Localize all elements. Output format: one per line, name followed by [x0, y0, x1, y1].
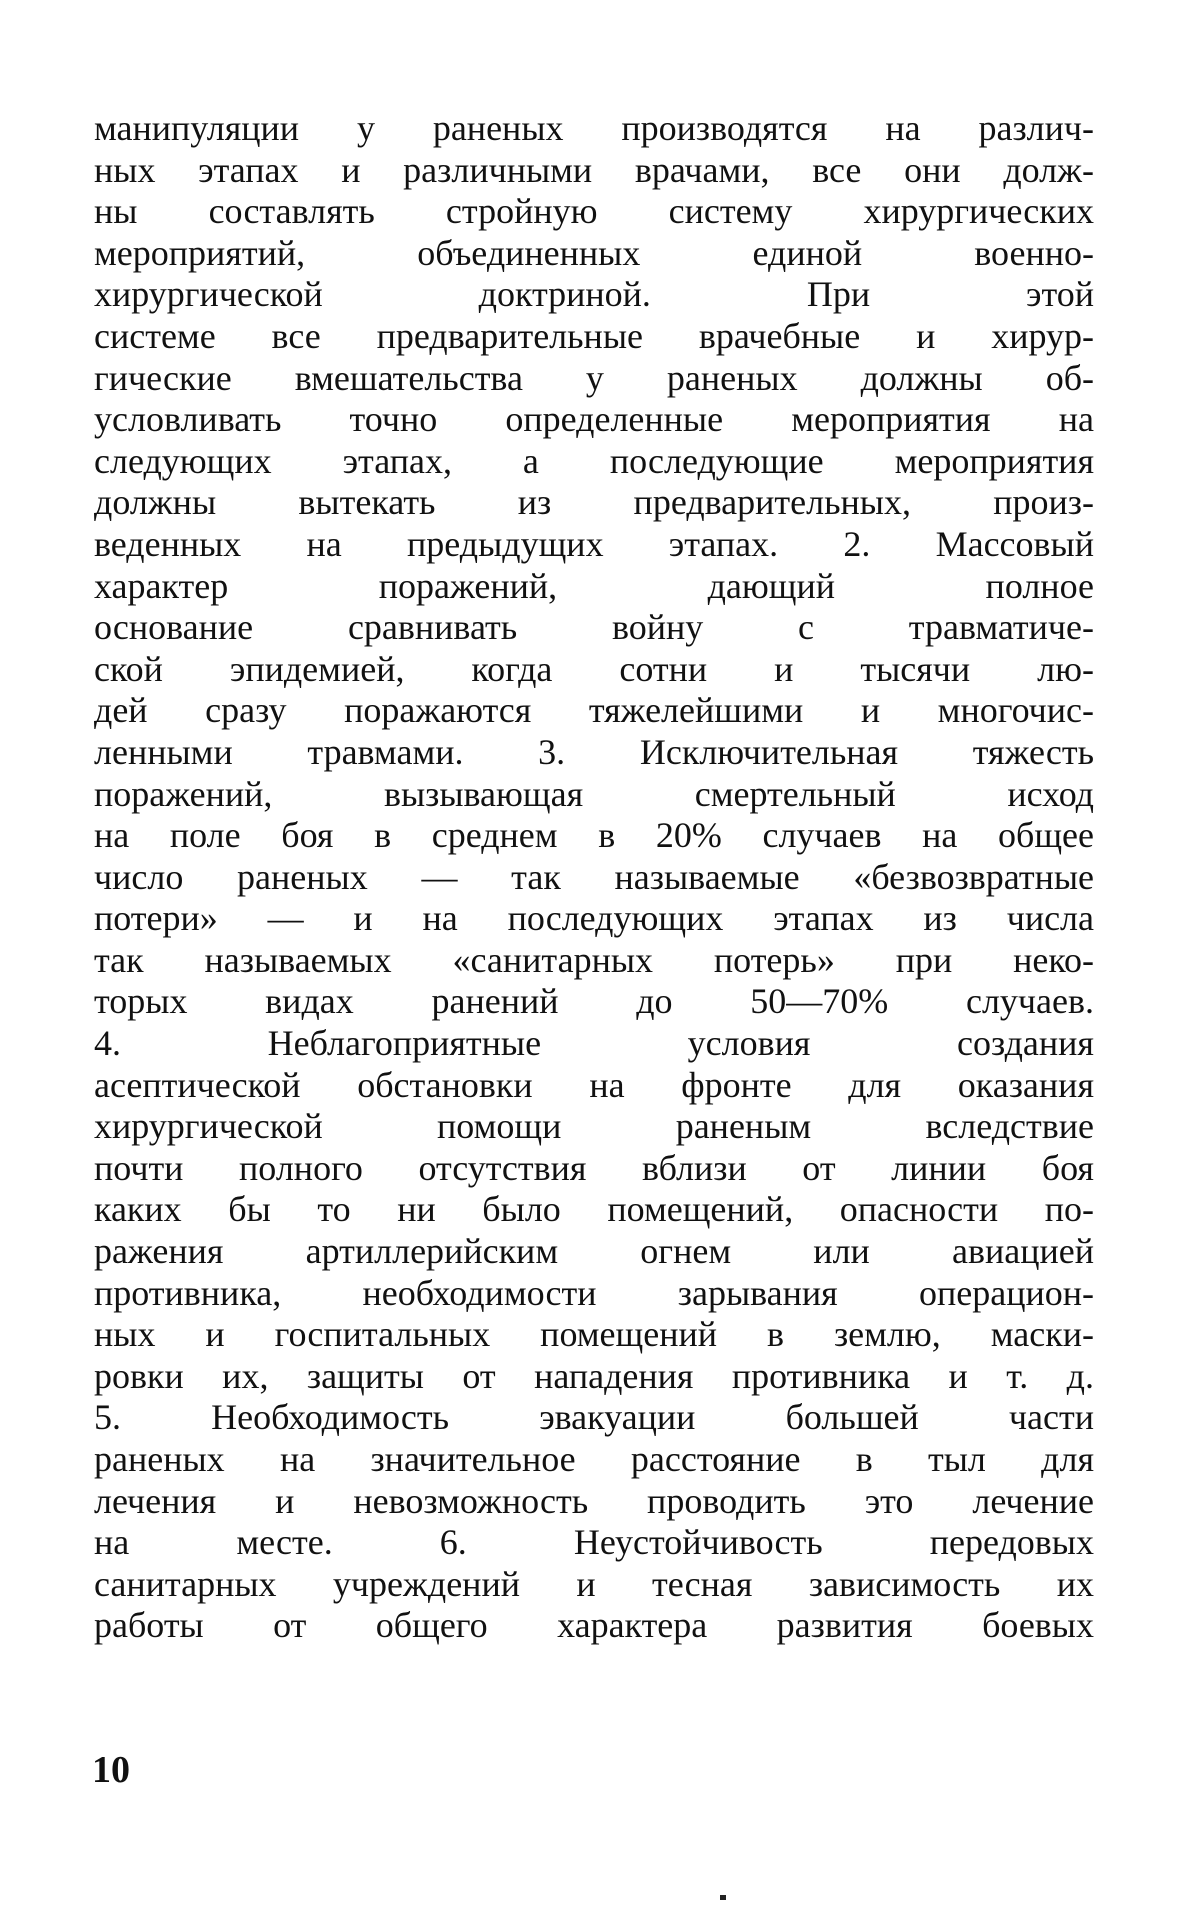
text-line: лечения и невозможность проводить это лечение [94, 1480, 1094, 1521]
text-line: веденных на предыдущих этапах. 2. Массовый [94, 523, 1094, 564]
text-line: каких бы то ни было помещений, опасности по- [94, 1189, 1094, 1230]
text-line: системе все предварительные врачебные и хирур- [94, 315, 1094, 356]
text-line: поражений, вызывающая смертельный исход [94, 773, 1094, 814]
text-line: на поле боя в среднем в 20% случаев на общее [94, 815, 1094, 856]
text-line: ленными травмами. 3. Исключительная тяжесть [94, 731, 1094, 772]
text-line: раненых на значительное расстояние в тыл для [94, 1439, 1094, 1479]
text-line: торых видах ранений до 50—70% случаев. [94, 981, 1094, 1022]
text-line: ны составлять стройную систему хирургических [94, 191, 1094, 232]
text-line: основание сравнивать войну с травматиче- [94, 607, 1094, 648]
text-line: условливать точно определенные мероприятия на [94, 399, 1094, 440]
text-line: санитарных учреждений и тесная зависимость их [94, 1563, 1094, 1604]
body-text [94, 108, 1094, 1647]
text-line: ражения артиллерийским огнем или авиацией [94, 1231, 1094, 1272]
text-line: 5. Необходимость эвакуации большей части [94, 1397, 1094, 1438]
scan-speck [720, 1895, 726, 1900]
text-line: на месте. 6. Неустойчивость передовых [94, 1522, 1094, 1563]
text-line: хирургической доктриной. При этой [94, 274, 1094, 315]
text-line: так называемых «санитарных потерь» при неко- [94, 939, 1094, 980]
text-line: гические вмешательства у раненых должны об- [94, 357, 1094, 398]
text-line: должны вытекать из предварительных, произ- [94, 482, 1094, 523]
text-line: работы от общего характера развития боевых [94, 1605, 1094, 1646]
text-line: следующих этапах, а последующие мероприятия [94, 440, 1094, 481]
text-line: хирургической помощи раненым вследствие [94, 1106, 1094, 1147]
text-line: ных этапах и различными врачами, все они долж- [94, 149, 1094, 190]
text-line: ровки их, защиты от нападения противника и т. д. [94, 1355, 1094, 1396]
text-line: 4. Неблагоприятные условия создания [94, 1023, 1094, 1064]
text-line: манипуляции у раненых производятся на различ- [94, 108, 1094, 148]
text-line: мероприятий, объединенных единой военно- [94, 232, 1094, 273]
text-line: противника, необходимости зарывания операцион- [94, 1272, 1094, 1313]
page-number: 10 [92, 1749, 130, 1791]
text-line: ской эпидемией, когда сотни и тысячи лю- [94, 648, 1094, 689]
text-line: характер поражений, дающий полное [94, 565, 1094, 606]
text-line: асептической обстановки на фронте для оказания [94, 1064, 1094, 1105]
text-line: дей сразу поражаются тяжелейшими и многочис- [94, 690, 1094, 731]
text-line: число раненых — так называемые «безвозвратные [94, 856, 1094, 897]
text-line: потери» — и на последующих этапах из числа [94, 898, 1094, 939]
text-line: ных и госпитальных помещений в землю, маски- [94, 1314, 1094, 1355]
text-line: почти полного отсутствия вблизи от линии боя [94, 1147, 1094, 1188]
